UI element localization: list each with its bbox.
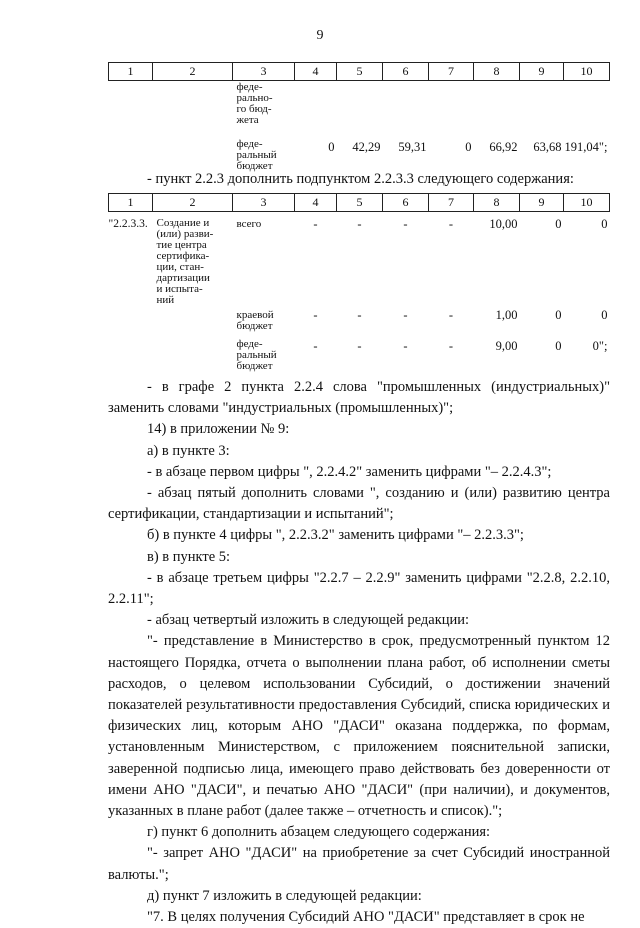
column-number: 1 — [109, 63, 153, 81]
table-header-row — [109, 194, 610, 212]
table-cell: - — [357, 338, 362, 353]
column-number: 2 — [153, 63, 233, 81]
paragraph: "- запрет АНО "ДАСИ" на приобретение за счет Субсидий иностранной валюты."; — [108, 845, 610, 883]
table-cell: 0 — [601, 217, 608, 231]
document-body — [108, 377, 610, 928]
column-number: 8 — [474, 63, 520, 81]
paragraph: б) в пункте 4 цифры ", 2.2.3.2" заменить цифрами "– 2.2.3.3"; — [147, 527, 524, 544]
paragraph: - в абзаце первом цифры ", 2.2.4.2" заменить цифрами "– 2.2.4.3"; — [147, 463, 552, 480]
column-number: 8 — [474, 194, 520, 212]
column-number: 5 — [337, 194, 383, 212]
column-number: 9 — [520, 194, 564, 212]
table-cell: 63,68 — [533, 139, 562, 154]
table-cell: - — [448, 307, 454, 322]
paragraph: - в графе 2 пункта 2.2.4 слова "промышленных (индустриальных)" заменить словами "индустриальных (промышленных)"; — [108, 379, 610, 417]
table-cell: - — [313, 217, 318, 231]
table-cell: 0 — [465, 139, 472, 154]
paragraph: а) в пункте 3: — [147, 442, 230, 459]
table-cell: 191,04"; — [564, 139, 608, 154]
row-label: феде- ральный бюджет — [236, 137, 277, 172]
row-label: всего — [236, 218, 262, 230]
column-number: 1 — [109, 194, 153, 212]
column-number: 6 — [383, 194, 429, 212]
table-header-row — [109, 63, 610, 81]
table-cell: 42,29 — [352, 139, 381, 154]
table-row — [109, 335, 610, 377]
table-cell: - — [448, 338, 454, 353]
paragraph: - абзац пятый дополнить словами ", созданию и (или) развитию центра сертификации, стандартизации и испытаний"; — [108, 485, 610, 523]
paragraph: "7. В целях получения Субсидий АНО "ДАСИ" представляет в срок не — [147, 909, 585, 926]
row-label: феде- рально- го бюд- жета — [236, 81, 273, 126]
table-cell: 0"; — [592, 338, 608, 353]
budget-table-continuation — [108, 62, 610, 178]
budget-table-new-subitem — [108, 193, 610, 377]
item-name: Создание и (или) разви- тие центра сертифика- ции, стан- дартизации и испыта- ний — [156, 217, 214, 306]
table-cell: 59,31 — [398, 139, 427, 154]
table-cell: 0 — [328, 139, 335, 154]
row-label: феде- ральный бюджет — [236, 337, 277, 372]
table-row — [109, 81, 610, 133]
column-number: 5 — [337, 63, 383, 81]
column-number: 4 — [295, 194, 337, 212]
table-cell: 0 — [555, 307, 562, 322]
column-number: 7 — [429, 194, 474, 212]
table-cell: - — [357, 307, 362, 322]
table-row — [109, 212, 610, 308]
paragraph: 14) в приложении № 9: — [147, 421, 290, 438]
table-cell: - — [313, 307, 318, 322]
paragraph: - в абзаце третьем цифры "2.2.7 – 2.2.9" заменить цифрами "2.2.8, 2.2.10, 2.2.11"; — [108, 569, 610, 608]
column-number: 9 — [520, 63, 564, 81]
column-number: 7 — [429, 63, 474, 81]
table-cell: - — [403, 217, 408, 231]
table-cell: 10,00 — [489, 217, 518, 231]
column-number: 6 — [383, 63, 429, 81]
table-cell: - — [403, 338, 408, 353]
paragraph: - абзац четвертый изложить в следующей редакции: — [147, 612, 470, 629]
column-number: 10 — [564, 194, 610, 212]
column-number: 2 — [153, 194, 233, 212]
row-label: краевой бюджет — [236, 308, 274, 332]
table-cell: 0 — [555, 338, 562, 353]
paragraph: в) в пункте 5: — [147, 548, 231, 565]
table-cell: 1,00 — [495, 307, 518, 322]
table-cell: 9,00 — [495, 338, 518, 353]
table-cell: - — [403, 307, 408, 322]
table-row — [109, 308, 610, 335]
column-number: 3 — [233, 63, 295, 81]
table-cell: - — [357, 217, 362, 231]
table-cell: 66,92 — [489, 139, 518, 154]
page-number: 9 — [316, 28, 324, 43]
paragraph: д) пункт 7 изложить в следующей редакции: — [147, 887, 422, 904]
column-number: 10 — [564, 63, 610, 81]
table-cell: 0 — [555, 217, 562, 231]
paragraph: г) пункт 6 дополнить абзацем следующего содержания: — [147, 824, 491, 841]
item-code: "2.2.3.3. — [108, 218, 148, 230]
intro-paragraph: - пункт 2.2.3 дополнить подпунктом 2.2.3.3 следующего содержания: — [147, 171, 574, 187]
paragraph: "- представление в Министерство в срок, предусмотренный пунктом 12 настоящего Порядка, отчета о выполнении плана работ, об исполнении сметы расходов, о целевом использовании Субсидий, о достижении значений показателей результативности предоставления Субсидий, списка юридических и физических лиц, которым АНО "ДАСИ" оказана поддержка, по формам, установленным Министерством, с приложением пояснительной записки, заверенной подписью лица, имеющего право действовать без доверенности от имени АНО "ДАСИ", и печатью АНО "ДАСИ" (при наличии), и документов, указанных в плане работ (далее также – отчетность и список)."; — [108, 633, 610, 820]
column-number: 3 — [233, 194, 295, 212]
column-number: 4 — [295, 63, 337, 81]
table-cell: 0 — [601, 307, 608, 322]
table-cell: - — [313, 338, 318, 353]
table-cell: - — [448, 217, 454, 231]
